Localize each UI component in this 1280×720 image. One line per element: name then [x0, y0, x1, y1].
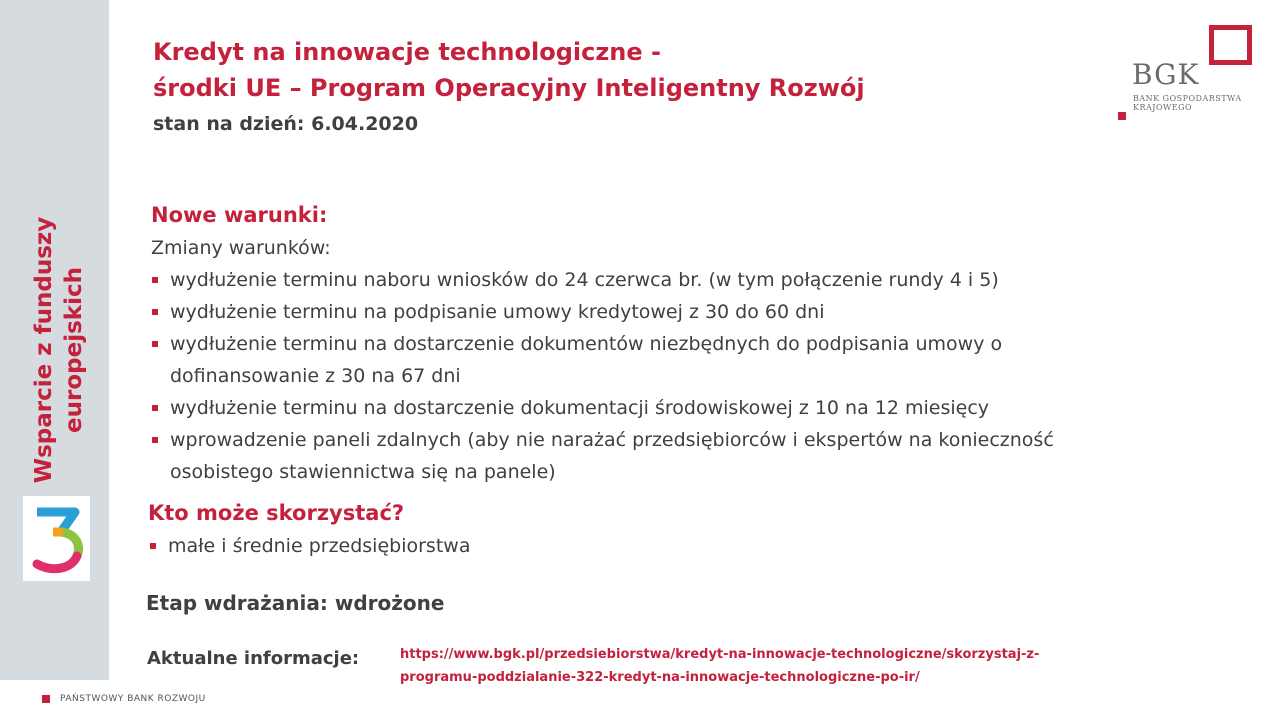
new-conditions-list [150, 264, 1054, 488]
bgk-sub-line2: KRAJOWEGO [1133, 103, 1193, 112]
bullet-icon [152, 437, 158, 443]
new-conditions-intro: Zmiany warunków: [151, 237, 331, 259]
bgk-sub-line1: BANK GOSPODARSTWA [1133, 94, 1242, 103]
number-3-icon [23, 496, 90, 581]
footer-text: PAŃSTWOWY BANK ROZWOJU [60, 694, 206, 704]
bgk-logo [1116, 25, 1252, 125]
sidebar-title-line2: europejskich [61, 267, 87, 433]
bullet-icon [150, 543, 156, 549]
list-item: wprowadzenie paneli zdalnych (aby nie narażać przedsiębiorców i ekspertów na konieczność osobistego stawiennictwa się na panele) [150, 424, 1054, 488]
bgk-logo-subtitle [1133, 94, 1242, 112]
sidebar-vertical-title [29, 217, 89, 484]
new-conditions-heading: Nowe warunki: [151, 203, 328, 227]
bgk-logo-word: BGK [1132, 58, 1200, 91]
bullet-icon [152, 309, 158, 315]
list-item: małe i średnie przedsiębiorstwa [148, 530, 470, 562]
bgk-frame-icon [1209, 25, 1252, 65]
sidebar-title-line1: Wsparcie z funduszy [31, 216, 57, 484]
who-can-use-heading: Kto może skorzystać? [148, 501, 405, 525]
info-link-line1[interactable]: https://www.bgk.pl/przedsiebiorstwa/kredyt-na-innowacje-technologiczne/skorzystaj-z- [400, 647, 1040, 662]
page-subtitle: stan na dzień: 6.04.2020 [153, 113, 419, 135]
current-info-label: Aktualne informacje: [147, 648, 360, 669]
who-can-use-list [148, 530, 470, 562]
page-title [153, 34, 865, 106]
info-link[interactable] [400, 643, 1039, 689]
info-link-line2[interactable]: programu-poddzialanie-322-kredyt-na-innowacje-technologiczne-po-ir/ [400, 670, 920, 685]
list-item: wydłużenie terminu na podpisanie umowy kredytowej z 30 do 60 dni [150, 296, 1054, 328]
bgk-square-icon [1118, 112, 1126, 120]
list-item: wydłużenie terminu na dostarczenie dokumentów niezbędnych do podpisania umowy o dofinansowanie z 30 na 67 dni [150, 328, 1054, 392]
title-line1: Kredyt na innowacje technologiczne - [153, 38, 661, 66]
bullet-icon [152, 341, 158, 347]
sidebar [0, 0, 109, 680]
implementation-stage: Etap wdrażania: wdrożone [146, 591, 445, 615]
list-item: wydłużenie terminu naboru wniosków do 24 czerwca br. (w tym połączenie rundy 4 i 5) [150, 264, 1054, 296]
footer-square-icon [42, 695, 50, 703]
bullet-icon [152, 277, 158, 283]
title-line2: środki UE – Program Operacyjny Inteligentny Rozwój [153, 74, 865, 102]
list-item: wydłużenie terminu na dostarczenie dokumentacji środowiskowej z 10 na 12 miesięcy [150, 392, 1054, 424]
bullet-icon [152, 405, 158, 411]
